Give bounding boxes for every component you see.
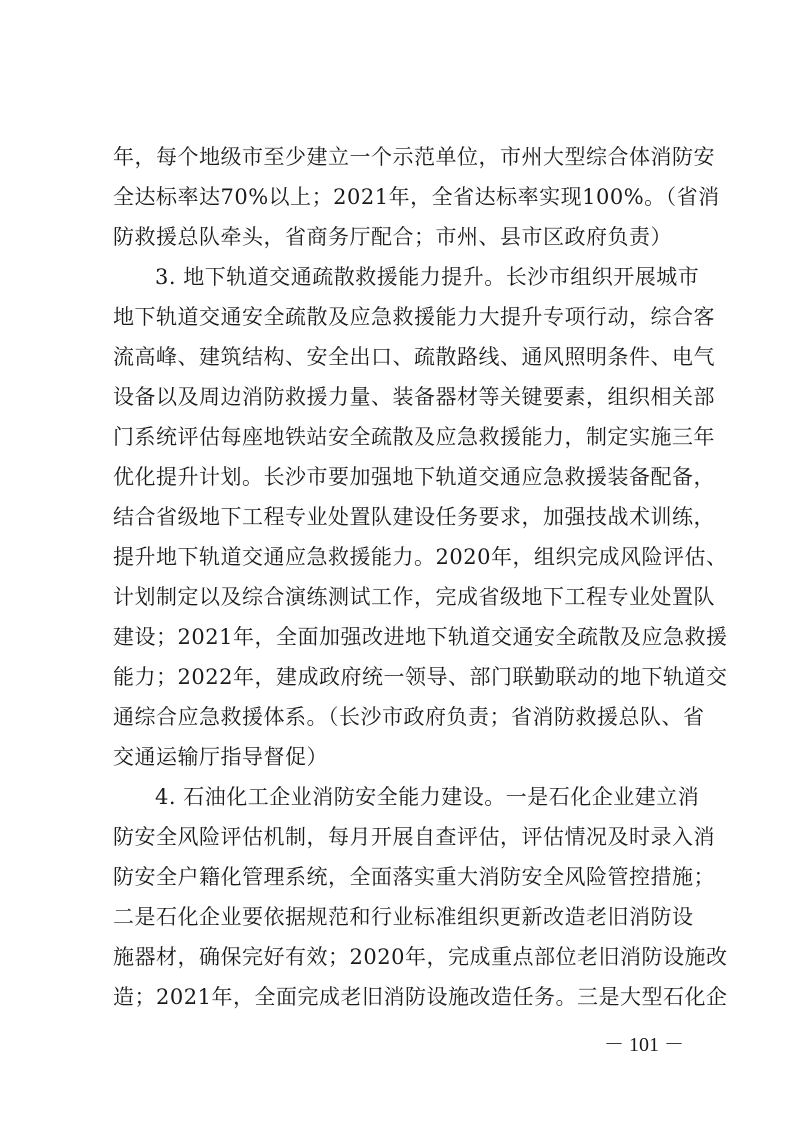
text-line: 结合省级地下工程专业处置队建设任务要求，加强技战术训练， [113, 505, 715, 529]
text-line: 流高峰、建筑结构、安全出口、疏散路线、通风照明条件、电气 [113, 345, 715, 369]
text-line: 能力；2022年，建成政府统一领导、部门联勤联动的地下轨道交 [113, 665, 728, 689]
text-line: 建设；2021年，全面加强改进地下轨道交通安全疏散及应急救援 [113, 625, 728, 649]
text-line: 优化提升计划。长沙市要加强地下轨道交通应急救援装备配备， [113, 465, 715, 489]
text-line: 门系统评估每座地铁站安全疏散及应急救援能力，制定实施三年 [113, 425, 715, 449]
text-line: 防救援总队牵头，省商务厅配合；市州、县市区政府负责） [113, 225, 672, 249]
text-line: 交通运输厅指导督促） [113, 745, 328, 769]
text-line: 年，每个地级市至少建立一个示范单位，市州大型综合体消防安 [113, 145, 715, 169]
text-line: 防安全风险评估机制，每月开展自查评估，评估情况及时录入消 [113, 825, 715, 849]
text-line: 防安全户籍化管理系统，全面落实重大消防安全风险管控措施； [113, 865, 715, 889]
page-number: － 101 － [604, 1034, 684, 1056]
text-line: 施器材，确保完好有效；2020年，完成重点部位老旧消防设施改 [113, 945, 728, 969]
section-heading-line: 3. 地下轨道交通疏散救援能力提升。长沙市组织开展城市 [155, 265, 700, 289]
text-line: 全达标率达70%以上；2021年，全省达标率实现100%。（省消 [113, 185, 720, 209]
text-line: 地下轨道交通安全疏散及应急救援能力大提升专项行动，综合客 [113, 305, 715, 329]
text-line: 提升地下轨道交通应急救援能力。2020年，组织完成风险评估、 [113, 545, 728, 569]
text-line: 二是石化企业要依据规范和行业标准组织更新改造老旧消防设 [113, 905, 694, 929]
text-line: 通综合应急救援体系。（长沙市政府负责；省消防救援总队、省 [113, 705, 705, 729]
text-line: 设备以及周边消防救援力量、装备器材等关键要素，组织相关部 [113, 385, 715, 409]
text-line: 计划制定以及综合演练测试工作，完成省级地下工程专业处置队 [113, 585, 715, 609]
section-heading-line: 4. 石油化工企业消防安全能力建设。一是石化企业建立消 [155, 785, 700, 809]
text-line: 造；2021年，全面完成老旧消防设施改造任务。三是大型石化企 [113, 985, 728, 1009]
